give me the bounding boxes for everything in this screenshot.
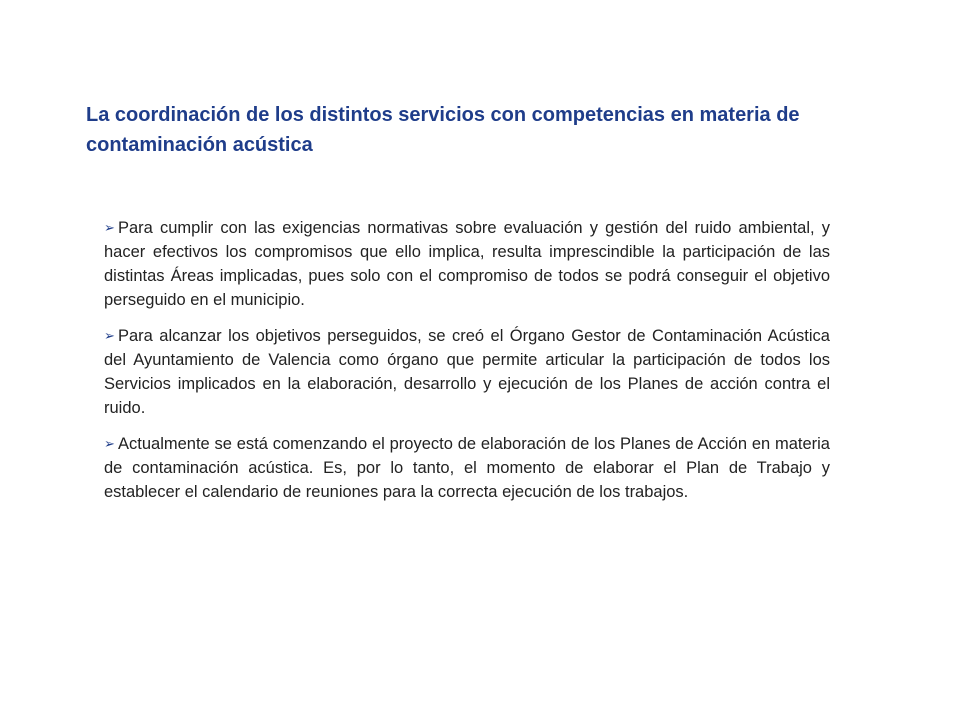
arrow-right-icon: ➢ [104, 328, 115, 343]
bullet-item [104, 324, 830, 420]
bullet-item [104, 216, 830, 312]
arrow-right-icon: ➢ [104, 220, 115, 235]
bullet-item [104, 432, 830, 504]
bullet-text: Para cumplir con las exigencias normativas sobre evaluación y gestión del ruido ambiental, y hacer efectivos los compromisos que ello implica, resulta imprescindible la participación de las distintas Áreas implicadas, pues solo con el compromiso de todos se podrá conseguir el objetivo perseguido en el municipio. [104, 219, 830, 309]
bullet-list [104, 216, 830, 516]
arrow-right-icon: ➢ [104, 436, 115, 451]
bullet-text: Actualmente se está comenzando el proyecto de elaboración de los Planes de Acción en materia de contaminación acústica. Es, por lo tanto, el momento de elaborar el Plan de Trabajo y establecer el calendario de reuniones para la correcta ejecución de los trabajos. [104, 435, 830, 501]
bullet-text: Para alcanzar los objetivos perseguidos, se creó el Órgano Gestor de Contaminación Acústica del Ayuntamiento de Valencia como órgano que permite articular la participación de todos los Servicios implicados en la elaboración, desarrollo y ejecución de los Planes de acción contra el ruido. [104, 327, 830, 417]
slide-title: La coordinación de los distintos servicios con competencias en materia de contaminación acústica [86, 104, 800, 156]
